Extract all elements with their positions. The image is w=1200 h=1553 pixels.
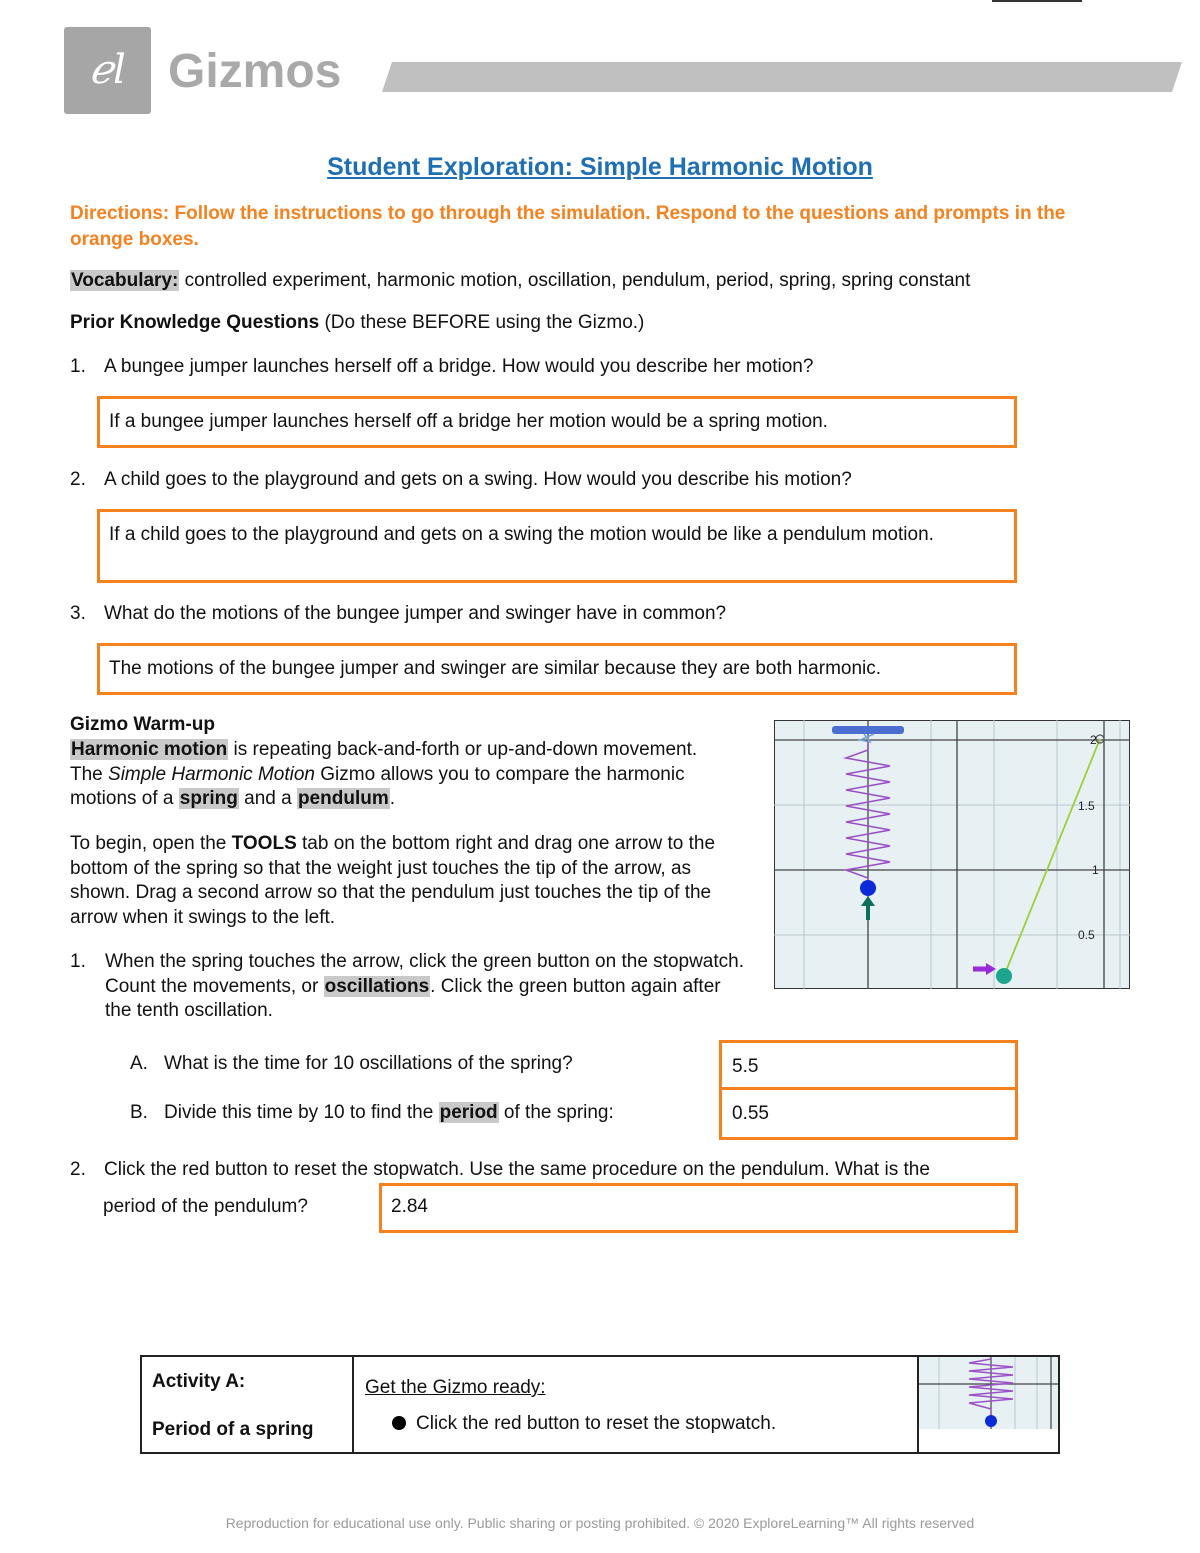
axis-label-2: 2 (1090, 733, 1097, 747)
gizmos-logo-tile (64, 27, 151, 114)
axis-label-0-5: 0.5 (1078, 928, 1095, 942)
prior-knowledge-heading (70, 311, 644, 336)
logo-mark: ℯl (89, 47, 126, 93)
activity-bullet-item: Click the red button to reset the stopwatch. (392, 1413, 776, 1435)
answer-box-pendulum-period[interactable]: 2.84 (379, 1183, 1018, 1233)
header-corner-lines (992, 0, 1082, 2)
answer-box-a[interactable]: 5.5 (722, 1043, 1015, 1090)
prior-heading: Prior Knowledge Questions (70, 312, 320, 333)
axis-label-1-5: 1.5 (1078, 799, 1095, 813)
answer-box-b[interactable]: 0.55 (732, 1103, 769, 1124)
prior-question-1: 1. A bungee jumper launches herself off a bridge. How would you describe her motion? (70, 356, 814, 377)
warmup-heading: Gizmo Warm-up (70, 714, 215, 735)
answer-table-ab (719, 1040, 1018, 1140)
activity-sublabel: Period of a spring (152, 1419, 314, 1440)
vocabulary-label: Vocabulary: (71, 270, 179, 291)
bullet-icon (392, 1416, 406, 1430)
activity-content-cell (354, 1357, 919, 1452)
warmup-paragraph-1: Harmonic motion is repeating back-and-forth or up-and-down movement. The Simple Harmonic Motion Gizmo allows you to compare the harmonic motions of a spring and a pendulum. (70, 739, 698, 809)
warmup-question-b: B. Divide this time by 10 to find the period of the spring: (130, 1102, 614, 1123)
warmup-paragraph-2: To begin, open the TOOLS tab on the bottom right and drag one arrow to the bottom of the spring so that the weight just touches the tip of the arrow, as shown. Drag a second arrow so that the pendulum just touches the tip of the arrow when it swings to the left. (70, 833, 716, 928)
prior-question-2: 2. A child goes to the playground and gets on a swing. How would you describe his motion? (70, 469, 852, 490)
prior-note: (Do these BEFORE using the Gizmo.) (324, 312, 645, 333)
header-bar (382, 62, 1182, 92)
simulation-screenshot (774, 720, 1130, 989)
vocabulary-terms: controlled experiment, harmonic motion, oscillation, pendulum, period, spring, spring constant (184, 270, 971, 291)
gizmo-ready-label: Get the Gizmo ready: (365, 1377, 546, 1398)
activity-table (140, 1355, 1060, 1454)
page-header (0, 0, 1200, 120)
axis-label-1: 1 (1092, 863, 1099, 877)
activity-label-cell (142, 1357, 354, 1452)
logo-text: Gizmos (168, 45, 342, 98)
answer-box-2[interactable]: If a child goes to the playground and gets on a swing the motion would be like a pendulum motion. (97, 509, 1017, 583)
answer-box-3[interactable]: The motions of the bungee jumper and swinger are similar because they are both harmonic. (97, 643, 1017, 695)
warmup-question-2-cont: period of the pendulum? (103, 1196, 308, 1217)
warmup-question-2: 2. Click the red button to reset the stopwatch. Use the same procedure on the pendulum. What is the (70, 1159, 930, 1180)
page-title: Student Exploration: Simple Harmonic Motion (327, 153, 873, 181)
vocabulary (70, 269, 1130, 294)
warmup-question-a: A. What is the time for 10 oscillations of the spring? (130, 1053, 573, 1074)
directions: Directions: Follow the instructions to go through the simulation. Respond to the questions and prompts in the orange boxes. (70, 203, 1066, 250)
prior-question-3: 3. What do the motions of the bungee jumper and swinger have in common? (70, 603, 727, 624)
activity-spring-thumbnail (919, 1357, 1058, 1429)
page-footer: Reproduction for educational use only. Public sharing or posting prohibited. © 2020 ExploreLearning™ All rights reserved (225, 1515, 975, 1531)
activity-label: Activity A: (152, 1371, 246, 1392)
warmup-question-1: 1. When the spring touches the arrow, click the green button on the stopwatch. Count the movements, or oscillations. Click the green button again after the tenth oscillation. (70, 951, 744, 1021)
answer-box-1[interactable]: If a bungee jumper launches herself off a bridge her motion would be a spring motion. (97, 396, 1017, 448)
